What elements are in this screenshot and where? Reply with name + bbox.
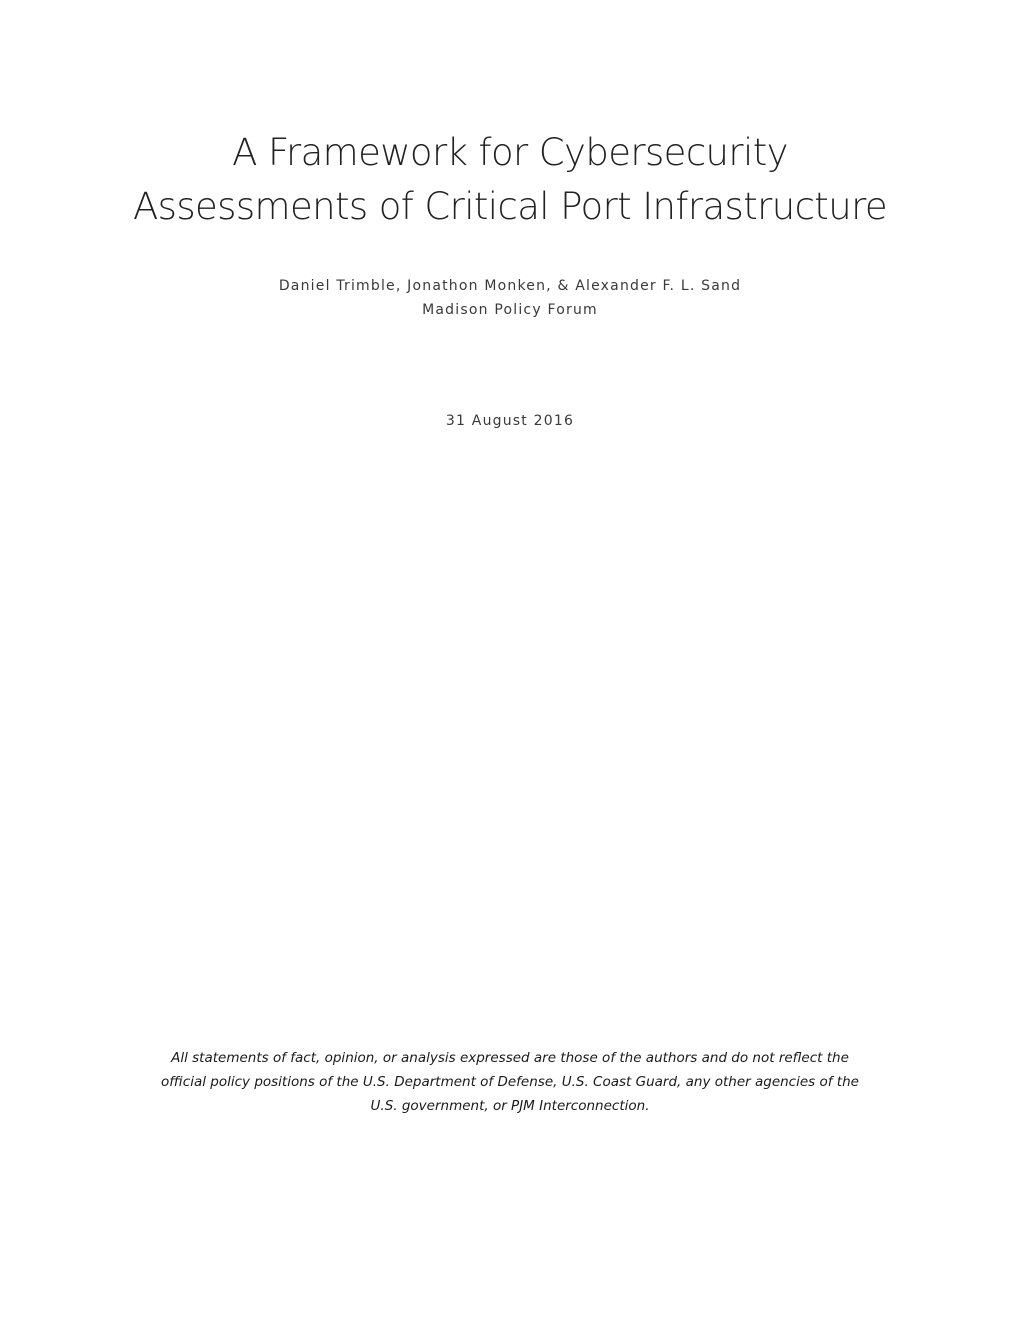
document-title: [0, 126, 1020, 234]
publication-date: 31 August 2016: [445, 413, 575, 429]
organization: Madison Policy Forum: [422, 302, 598, 318]
disclaimer-line-1: All statements of fact, opinion, or analysis expressed are those of the authors and do not reflect the: [171, 1050, 849, 1066]
authors: Daniel Trimble, Jonathon Monken, & Alexander F. L. Sand: [278, 278, 742, 294]
title-line-2: Assessments of Critical Port Infrastructure: [132, 185, 888, 228]
byline: [0, 274, 1020, 322]
disclaimer: [120, 1046, 900, 1118]
disclaimer-line-2: official policy positions of the U.S. Department of Defense, U.S. Coast Guard, any other agencies of the: [161, 1074, 859, 1090]
title-line-1: A Framework for Cybersecurity: [232, 131, 788, 174]
disclaimer-line-3: U.S. government, or PJM Interconnection.: [370, 1098, 650, 1114]
